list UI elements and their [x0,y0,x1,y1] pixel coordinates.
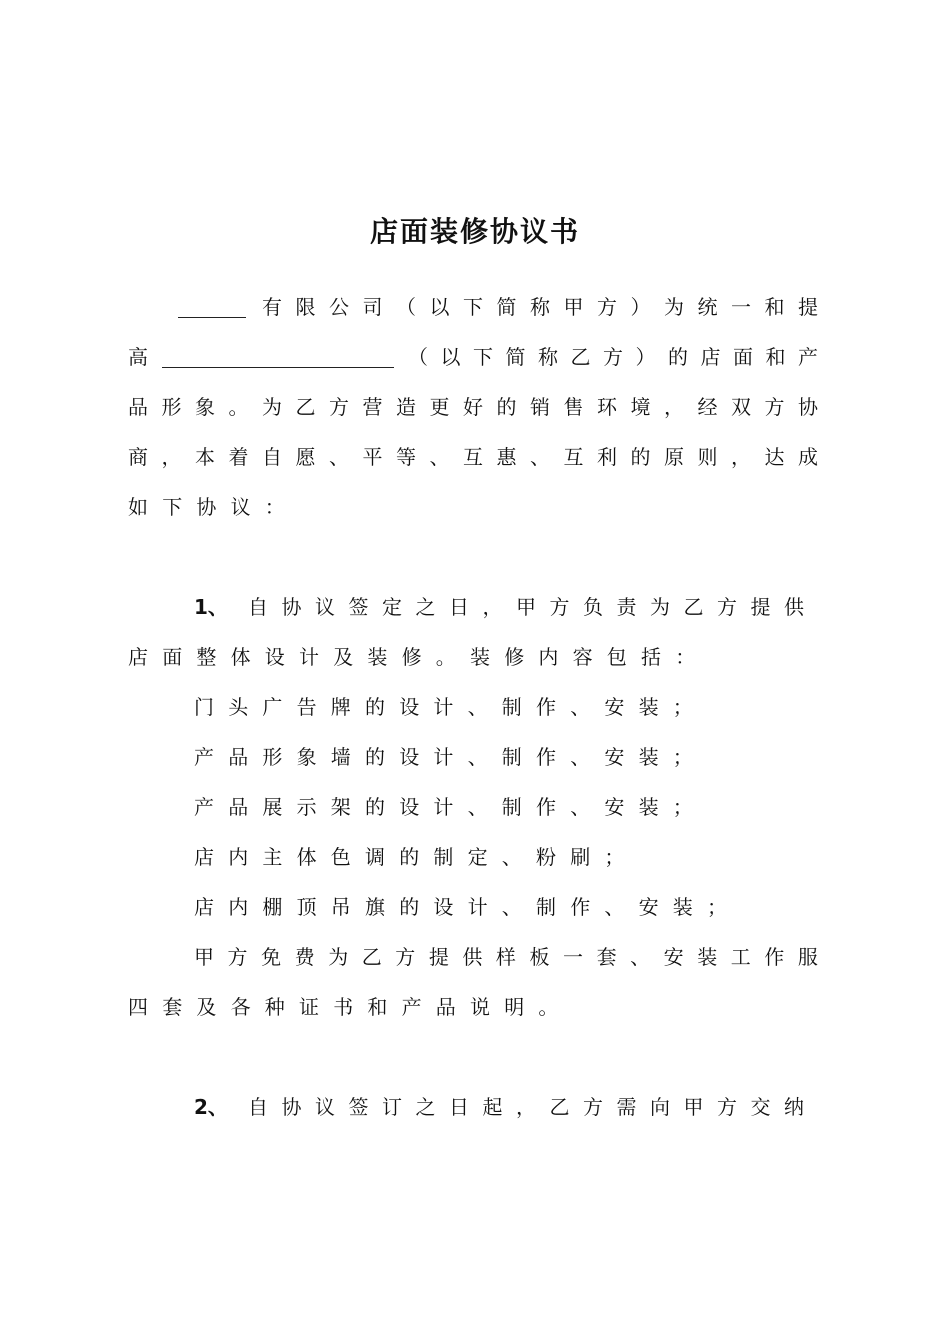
store-name-blank[interactable] [162,347,394,368]
justified-text-char: 为 [262,395,282,419]
justified-text-char: 订 [382,1095,402,1119]
preamble-line-2-char: 以 [440,345,461,369]
preamble-line-2-char: 和 [765,345,786,369]
justified-text-char: 纳 [784,1095,804,1119]
preamble-line-1-char: 简 [496,295,517,319]
justified-text-char: 为 [328,945,349,969]
justified-text-char: 。 [228,395,249,419]
justified-text-char: 签 [348,1095,369,1119]
justified-text-char: ， [664,395,684,419]
preamble-line-1-char: 一 [731,295,751,319]
preamble-line-1-char: 以 [429,295,450,319]
justified-text-char: 提 [750,595,771,619]
justified-text-char: 形 [161,395,182,419]
justified-text-char: 平 [362,445,383,469]
preamble-line-1-char: 称 [530,295,550,319]
justified-text-char: 自 [248,1095,268,1119]
justified-text-char: 愿 [295,445,316,469]
justified-text-char: 装 [697,945,718,969]
preamble-line-4 [128,442,818,472]
justified-text-char: 日 [449,595,469,619]
preamble-line-1-char: 统 [697,295,718,319]
justified-text-char: 供 [462,945,483,969]
justified-text-char: 乙 [295,395,316,419]
justified-text-char: 本 [195,445,215,469]
preamble-line-2-start: 高 [128,345,148,369]
preamble-line-2-char: 乙 [570,345,591,369]
justified-text-char: 提 [428,945,449,969]
preamble-line-1-char: 方 [597,295,617,319]
preamble-line-2-char: 面 [733,345,753,369]
clause-1-extra-line-1 [194,942,818,972]
justified-text-char: 供 [784,595,804,619]
justified-text-char: 、 [530,445,550,469]
justified-text-char: 互 [463,445,483,469]
justified-text-char: 原 [664,445,684,469]
justified-text-char: 更 [429,395,450,419]
clause-1-item-2: 产品形象墙的设计、制作、安装； [194,745,707,769]
justified-text-char: 议 [315,595,335,619]
justified-text [248,592,804,622]
clause-2-number: 2、 [194,1095,228,1119]
justified-text-char: 工 [730,945,751,969]
preamble-line-1-char: 甲 [563,295,584,319]
justified-text-char: 方 [549,595,570,619]
justified-text-char: 向 [650,1095,670,1119]
justified-text-char: 一 [563,945,584,969]
justified-text-char: 乙 [683,595,704,619]
justified-text-char: ， [161,445,182,469]
preamble-line-2-char: 方 [603,345,623,369]
justified-text-char: 之 [415,1095,436,1119]
justified-text-char: 日 [449,1095,469,1119]
preamble-line-1 [178,292,818,322]
justified-text-char: 方 [764,395,785,419]
justified-text-char: 、 [329,445,349,469]
clause-1-line-2: 店面整体设计及装修。装修内容包括： [128,645,710,669]
justified-text-char: 互 [563,445,584,469]
preamble-line-1-char: ） [630,295,651,319]
justified-text-char: 自 [248,595,268,619]
justified-text-char: 方 [583,1095,603,1119]
preamble-line-1-char: 为 [664,295,684,319]
preamble-line-1-char: 司 [362,295,383,319]
preamble-line-5: 如下协议： [128,495,299,519]
justified-text-char: 服 [797,945,818,969]
preamble-line-1-char: 有 [262,295,282,319]
justified-text-char: 达 [764,445,785,469]
justified-text-char: 成 [798,445,818,469]
preamble-line-2-char: 的 [668,345,688,369]
document-title: 店面装修协议书 [369,215,580,248]
justified-text-char: 甲 [194,945,214,969]
preamble-line-2-char: 简 [505,345,526,369]
preamble-line-2 [128,342,818,372]
justified-text-char: 乙 [549,1095,570,1119]
justified-text-char: 销 [530,395,550,419]
justified-text-char: 境 [630,395,651,419]
justified-text-char: 、 [630,945,651,969]
justified-text-char: 协 [281,595,302,619]
preamble-line-2-char: 下 [473,345,493,369]
preamble-line-1-char: 提 [798,295,818,319]
preamble-line-2-char: （ [408,345,428,369]
justified-text [128,442,818,472]
justified-text-char: 售 [563,395,584,419]
justified-text-char: 板 [529,945,550,969]
justified-text-char: 甲 [683,1095,704,1119]
justified-text-char: ， [731,445,751,469]
clause-1-item-1: 门头广告牌的设计、制作、安装； [194,695,707,719]
preamble-line-3 [128,392,818,422]
justified-text-char: 的 [630,445,651,469]
clause-1-item-4: 店内主体色调的制定、粉刷； [194,845,639,869]
preamble-line-1-char: 下 [463,295,483,319]
justified-text [194,942,818,972]
justified-text [248,1092,804,1122]
justified-text-char: 负 [583,595,603,619]
justified-text-char: 协 [281,1095,302,1119]
justified-text-char: 乙 [361,945,382,969]
preamble-line-1-char: （ [396,295,416,319]
justified-text-char: 双 [731,395,751,419]
preamble-line-2-char: 店 [700,345,721,369]
justified-text-char: 营 [362,395,383,419]
justified-text-char: 方 [395,945,416,969]
justified-text-char: 着 [228,445,249,469]
preamble-line-1-char: 公 [329,295,349,319]
company-name-blank[interactable] [178,297,246,318]
justified-text-char: 定 [382,595,402,619]
justified-text-char: 议 [315,1095,335,1119]
justified-text-char: 方 [717,595,737,619]
justified-text-char: 方 [717,1095,737,1119]
justified-text-char: 需 [616,1095,637,1119]
clause-1-line-1 [194,592,804,622]
justified-text-char: 象 [195,395,215,419]
justified-text-char: 好 [463,395,483,419]
justified-text-char: 为 [650,595,670,619]
justified-text-char: ， [516,1095,536,1119]
clause-1-number: 1、 [194,595,228,619]
justified-text-char: 免 [261,945,282,969]
justified-text-char: 协 [798,395,818,419]
clause-1-item-3: 产品展示架的设计、制作、安装； [194,795,707,819]
preamble-line-1-char: 和 [764,295,785,319]
justified-text-char: 起 [482,1095,503,1119]
justified-text-char: 套 [596,945,617,969]
justified-text-char: 方 [227,945,248,969]
justified-text-char: 造 [396,395,416,419]
justified-text-char: 的 [496,395,517,419]
justified-text-char: 交 [750,1095,771,1119]
preamble-line-2-char: 产 [798,345,818,369]
justified-text-char: 之 [415,595,436,619]
justified-text-char: 甲 [516,595,536,619]
justified-text-char: 作 [764,945,785,969]
justified-text-char: 商 [128,445,148,469]
justified-text [128,392,818,422]
justified-text-char: 责 [616,595,637,619]
clause-1-item-5: 店内棚顶吊旗的设计、制作、安装； [194,895,742,919]
preamble-line-1-char: 限 [295,295,316,319]
justified-text-char: 自 [262,445,282,469]
justified-text-char: 利 [597,445,617,469]
justified-text-char: 签 [348,595,369,619]
justified-text-char: 品 [128,395,148,419]
justified-text-char: 费 [294,945,315,969]
justified-text-char: 等 [396,445,416,469]
justified-text-char: 环 [597,395,617,419]
justified-text-char: 方 [329,395,349,419]
preamble-line-2-char: 称 [538,345,558,369]
justified-text-char: 、 [429,445,450,469]
clause-1-extra-line-2: 四套及各种证书和产品说明。 [128,995,573,1019]
justified-text-char: 经 [697,395,718,419]
preamble-line-1-text [262,292,818,322]
justified-text-char: 安 [663,945,684,969]
justified-text-char: 样 [495,945,516,969]
justified-text-char: ， [482,595,503,619]
justified-text-char: 则 [697,445,718,469]
preamble-line-2-text [408,342,818,372]
preamble-line-2-char: ） [635,345,656,369]
clause-2-line-1 [194,1092,804,1122]
justified-text-char: 惠 [496,445,517,469]
